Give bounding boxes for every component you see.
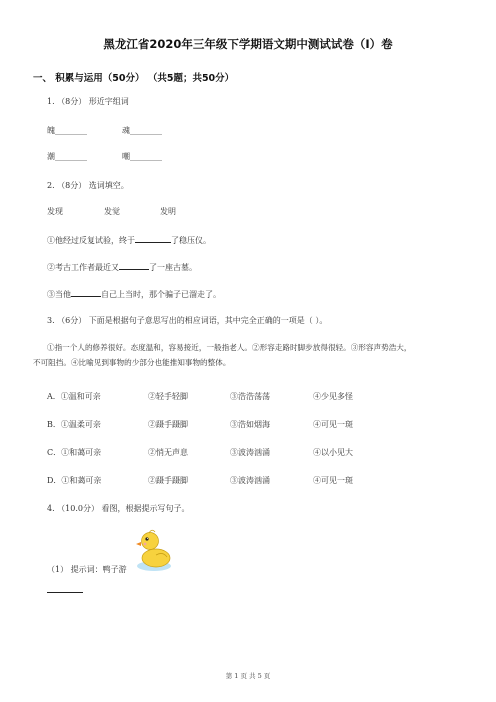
question-4-header: 4. （10.0分） 看图，根据提示写句子。 <box>47 504 190 513</box>
q2-s1-post: 了稳压仪。 <box>171 236 211 245</box>
q2-word-1: 发现 <box>47 207 63 216</box>
q2-sentence-3 <box>47 287 221 300</box>
question-3-header: 3. （6分） 下面是根据句子意思写出的相应词语，其中完全正确的一项是（ ）。 <box>47 316 328 325</box>
q3-option-a-c2: ②轻手轻脚 <box>148 392 188 401</box>
q2-sentence-1 <box>47 233 211 246</box>
duck-cheek <box>144 543 147 546</box>
q3-option-a-c3: ③浩浩荡荡 <box>230 392 270 401</box>
option-choice: ①和蔼可亲 <box>61 476 102 485</box>
q1-word-2: 魂________ <box>122 126 162 135</box>
q3-option-c[interactable] <box>47 447 101 458</box>
q3-option-b[interactable] <box>47 419 101 430</box>
option-choice: ①和蔼可亲 <box>61 448 102 457</box>
question-2-header: 2. （8分） 选词填空。 <box>47 181 129 190</box>
q3-option-c-c3: ③波涛汹涌 <box>230 448 270 457</box>
duck-body <box>142 549 170 567</box>
q2-s3-post: 自己上当时，那个骗子已溜走了。 <box>101 290 221 299</box>
answer-blank[interactable] <box>119 260 149 270</box>
question-1-header: 1. （8分） 形近字组词 <box>47 97 129 106</box>
q2-word-3: 发明 <box>160 207 176 216</box>
option-label: B． <box>47 420 61 429</box>
q3-description-line-1: ①指一个人的修养很好。态度温和，容易接近，一般指老人。②形容走路时脚步放得很轻。③形容声势浩大， <box>47 343 412 352</box>
answer-blank[interactable] <box>71 287 101 297</box>
q3-option-a[interactable] <box>47 391 101 402</box>
q3-option-a-c4: ④少见多怪 <box>313 392 353 401</box>
duck-eye-highlight <box>147 538 148 539</box>
q3-option-b-c4: ④可见一斑 <box>313 420 353 429</box>
q1-word-4: 嘲________ <box>122 152 162 161</box>
duck-eye <box>145 537 148 540</box>
q1-word-3: 潮________ <box>47 152 87 161</box>
option-label: D． <box>47 476 62 485</box>
duck-beak <box>136 542 141 546</box>
option-label: C． <box>47 448 62 457</box>
answer-blank[interactable] <box>135 233 171 243</box>
q4-sub1-prompt: （1） 提示词：鸭子游 <box>47 565 127 574</box>
q3-option-c-c4: ④以小见大 <box>313 448 353 457</box>
answer-line[interactable] <box>47 592 83 593</box>
q3-option-c-c2: ②悄无声息 <box>148 448 188 457</box>
q3-option-b-c3: ③浩如烟海 <box>230 420 270 429</box>
q3-option-d-c3: ③波涛汹涌 <box>230 476 270 485</box>
q3-option-d[interactable] <box>47 475 101 486</box>
q2-sentence-2 <box>47 260 197 273</box>
page-footer: 第 1 页 共 5 页 <box>225 672 271 680</box>
q2-s2-pre: ②考古工作者最近又 <box>47 263 119 272</box>
page-title: 黑龙江省2020年三年级下学期语文期中测试试卷（I）卷 <box>103 37 393 51</box>
q3-option-b-c2: ②蹑手蹑脚 <box>148 420 188 429</box>
q3-option-d-c4: ④可见一斑 <box>313 476 353 485</box>
q2-s2-post: 了一座古墓。 <box>149 263 197 272</box>
q2-word-2: 发觉 <box>104 207 120 216</box>
duck-head <box>142 533 159 550</box>
option-choice: ①温和可亲 <box>60 392 101 401</box>
q3-option-d-c2: ②蹑手蹑脚 <box>148 476 188 485</box>
option-choice: ①温柔可亲 <box>60 420 101 429</box>
duck-illustration <box>136 526 172 572</box>
q3-description-line-2: 不可阻挡。④比喻见到事物的少部分也能推知事物的整体。 <box>33 358 231 367</box>
option-label: A． <box>47 392 61 401</box>
q2-s1-pre: ①他经过反复试验，终于 <box>47 236 135 245</box>
q1-word-1: 魄________ <box>47 126 87 135</box>
section-heading: 一、 积累与运用（50分） （共5题；共50分） <box>33 73 235 84</box>
q2-s3-pre: ③当他 <box>47 290 71 299</box>
